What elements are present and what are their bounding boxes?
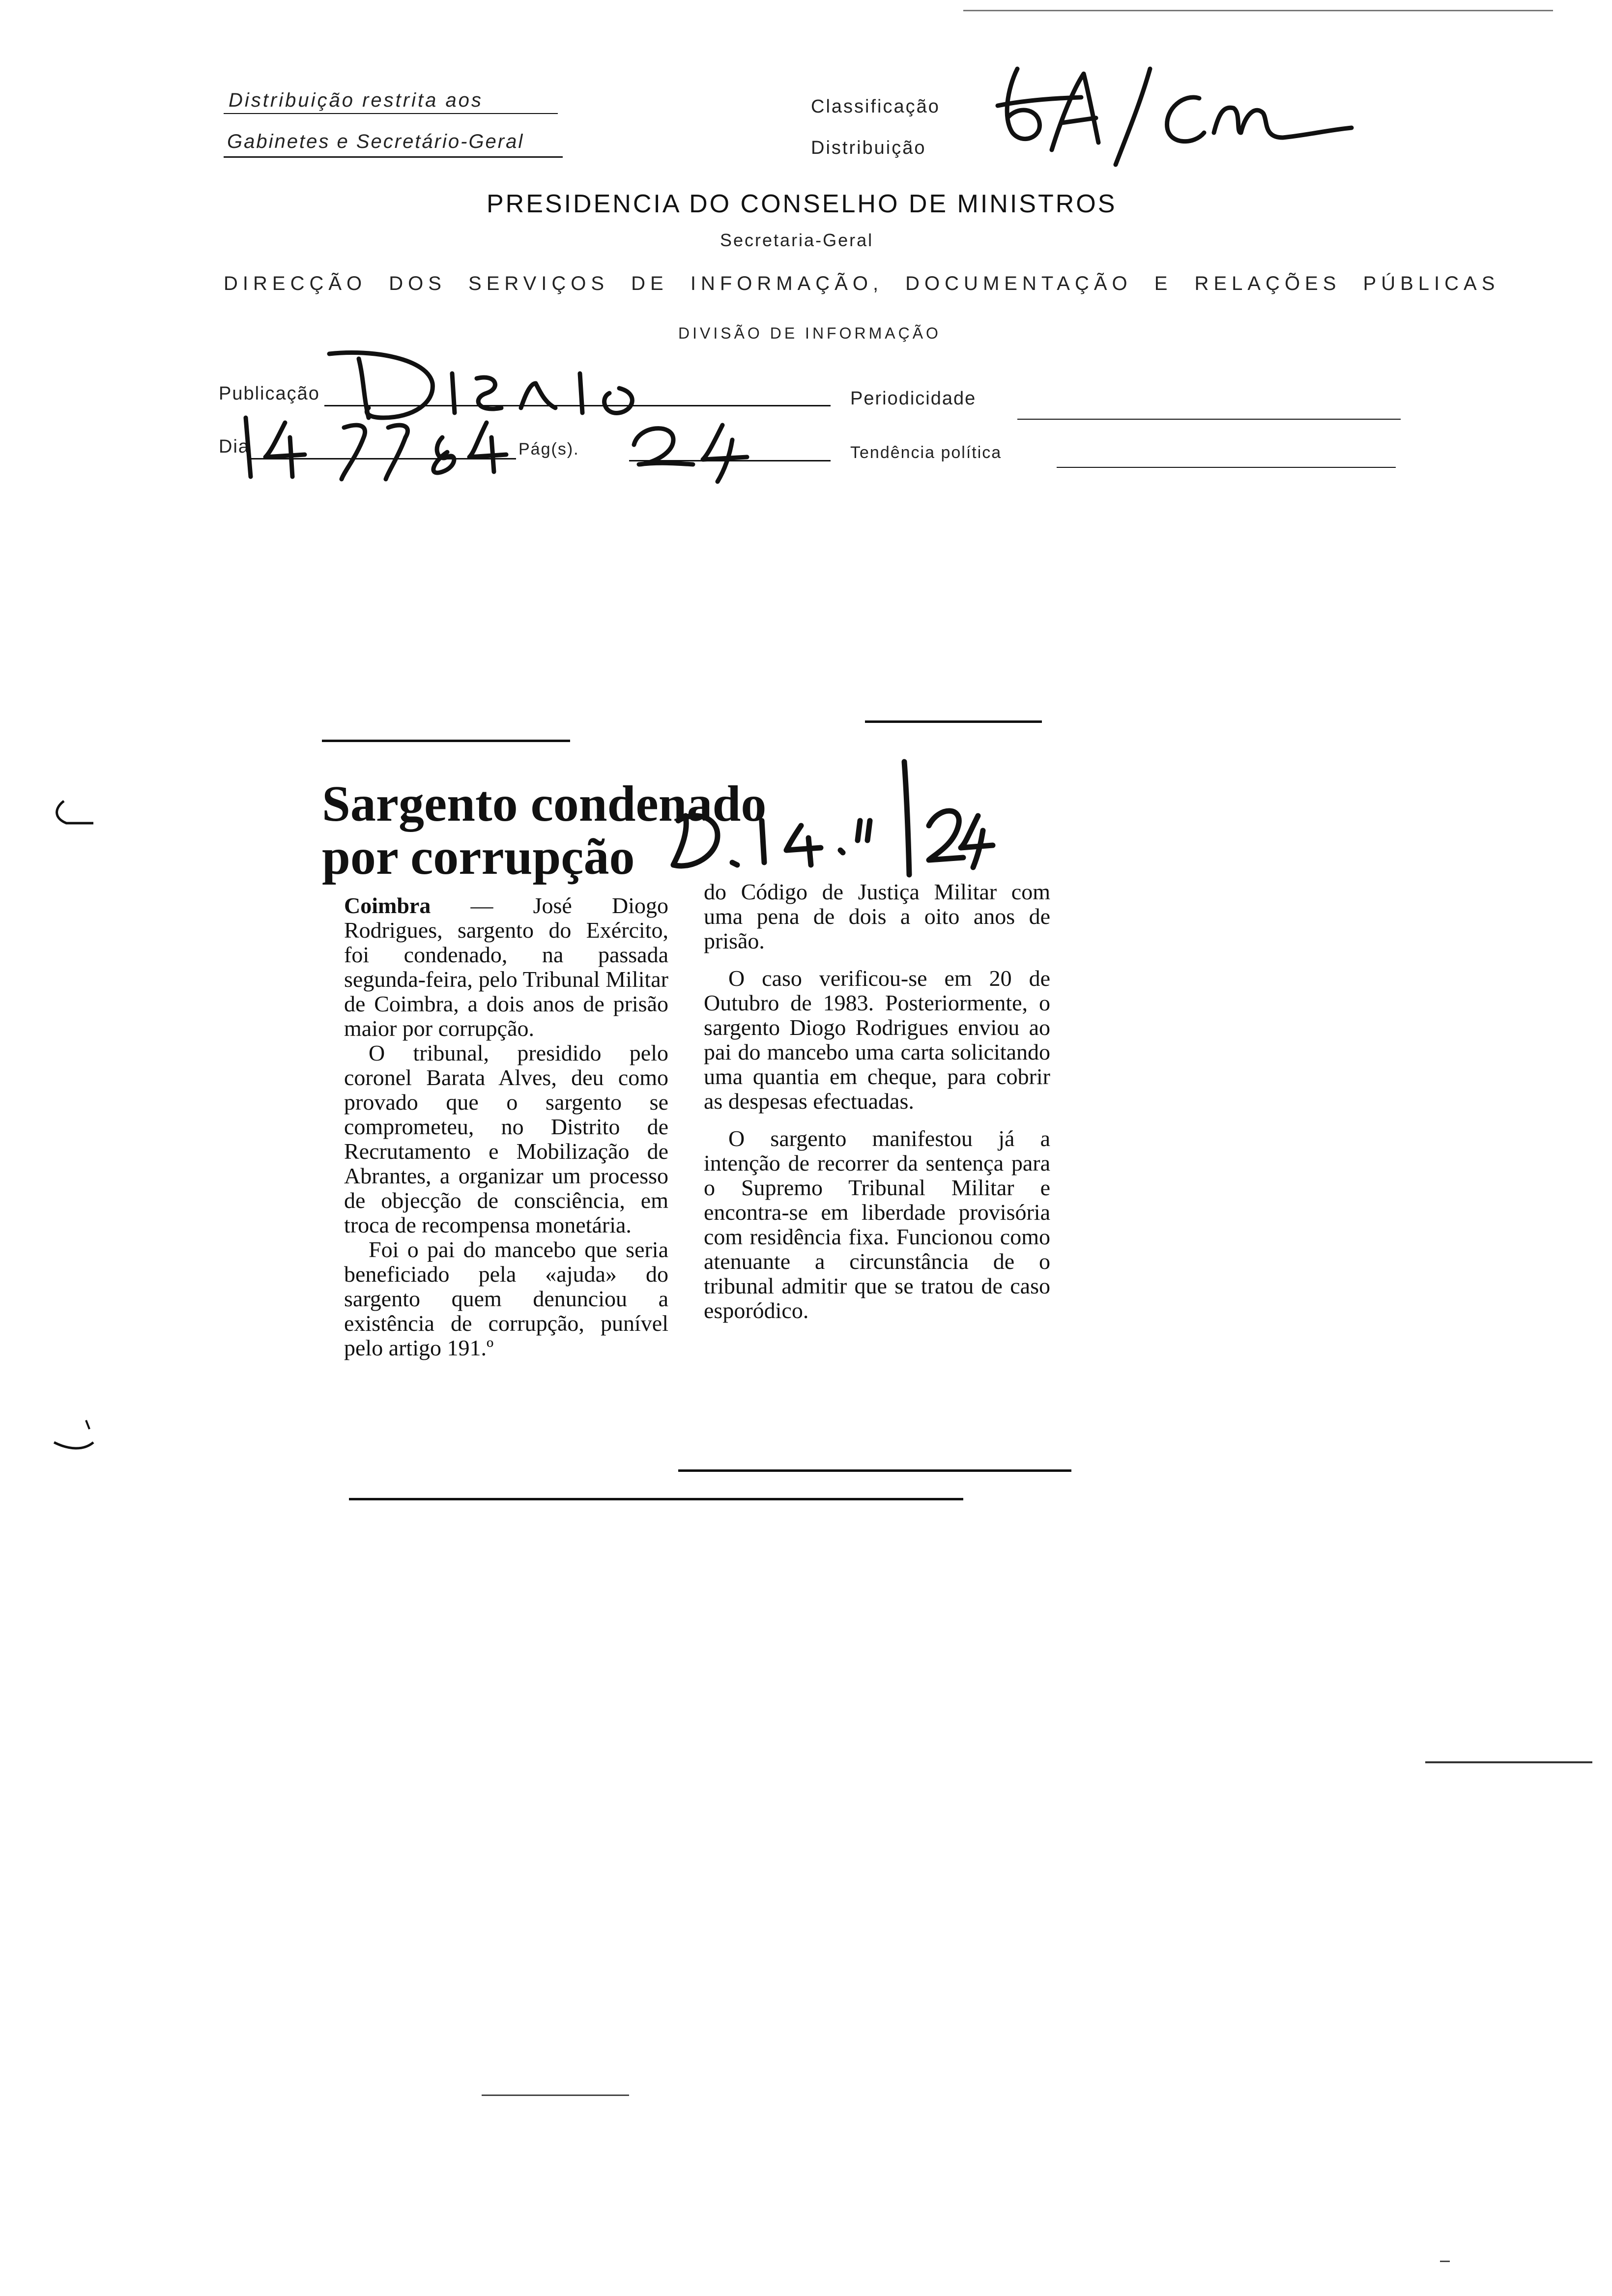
- periodicity-field-line: [1017, 419, 1401, 420]
- clipping-bottom-rule-1: [678, 1469, 1071, 1472]
- day-handwritten-value: [231, 408, 526, 482]
- article-headline-line2: por corrupção: [322, 829, 635, 885]
- scan-mark-bottom-center: [482, 2095, 629, 2096]
- clipping-top-rule-left: [322, 740, 570, 742]
- division-line: DIVISÃO DE INFORMAÇÃO: [678, 324, 941, 342]
- day-label: Dia: [219, 436, 250, 457]
- distribution-underline-2: [224, 156, 563, 158]
- scan-mark-bottom-right: [1440, 2261, 1450, 2262]
- margin-mark-left-upper: [44, 796, 103, 831]
- article-column-2: [704, 880, 1050, 1323]
- article-headline-line1: Sargento condenado: [322, 775, 767, 832]
- article-paragraph-4: do Código de Justiça Militar com uma pena de dois a oito anos de prisão.: [704, 879, 1050, 953]
- clipping-bottom-rule-2: [349, 1498, 963, 1500]
- distribution-label: Distribuição: [811, 138, 926, 158]
- article-paragraph-3: Foi o pai do mancebo que seria beneficiado pela «ajuda» do sargento quem denunciou a existência de corrupção, punível pelo artigo 191.º: [344, 1237, 668, 1360]
- directorate-line: DIRECÇÃO DOS SERVIÇOS DE INFORMAÇÃO, DOCUMENTAÇÃO E RELAÇÕES PÚBLICAS: [224, 273, 1500, 294]
- article-handwritten-reference: [663, 747, 998, 880]
- pages-handwritten-value: [619, 410, 767, 484]
- margin-mark-left-lower: [49, 1415, 108, 1455]
- publication-label: Publicação: [219, 383, 320, 404]
- article-column-1: [344, 893, 668, 1360]
- distribution-restricted-line1: Distribuição restrita aos: [229, 89, 483, 111]
- tendency-field-line: [1057, 467, 1396, 468]
- handwritten-sa-cm-mark: [988, 59, 1361, 172]
- article-dateline: Coimbra: [344, 893, 431, 918]
- article-paragraph-5: O caso verificou-se em 20 de Outubro de 1983. Posteriormente, o sargento Diogo Rodrigues enviou ao pai do mancebo uma carta solicitando uma quantia em cheque, para cobrir as despesas efectuadas.: [704, 966, 1050, 1114]
- distribution-restricted-line2: Gabinetes e Secretário-Geral: [227, 131, 524, 152]
- periodicity-label: Periodicidade: [850, 388, 977, 409]
- org-title: PRESIDENCIA DO CONSELHO DE MINISTROS: [487, 190, 1117, 218]
- tendency-label: Tendência política: [850, 443, 1002, 462]
- article-paragraph-2: O tribunal, presidido pelo coronel Barata Alves, deu como provado que o sargento se comprometeu, no Distrito de Recrutamento e Mobilização de Abrantes, a organizar um processo de objecção de consciência, em troca de recompensa monetária.: [344, 1040, 668, 1237]
- pages-label: Pág(s).: [518, 440, 579, 459]
- scan-mark-right: [1425, 1761, 1592, 1763]
- article-paragraph-6: O sargento manifestou já a intenção de recorrer da sentença para o Supremo Tribunal Militar e encontra-se em liberdade provisória com residência fixa. Funcionou como atenuante a circunstância de o tribunal admitir que se tratou de caso esporódico.: [704, 1126, 1050, 1323]
- clipping-top-rule-right: [865, 720, 1042, 723]
- org-subtitle: Secretaria-Geral: [720, 230, 874, 250]
- article-paragraph-1: Coimbra — José Diogo Rodrigues, sargento do Exército, foi condenado, na passada segunda-feira, pelo Tribunal Militar de Coimbra, a dois anos de prisão maior por corrupção.: [344, 893, 668, 1041]
- classification-label: Classificação: [811, 96, 940, 117]
- distribution-underline-1: [224, 113, 558, 114]
- top-edge-line: [963, 10, 1553, 11]
